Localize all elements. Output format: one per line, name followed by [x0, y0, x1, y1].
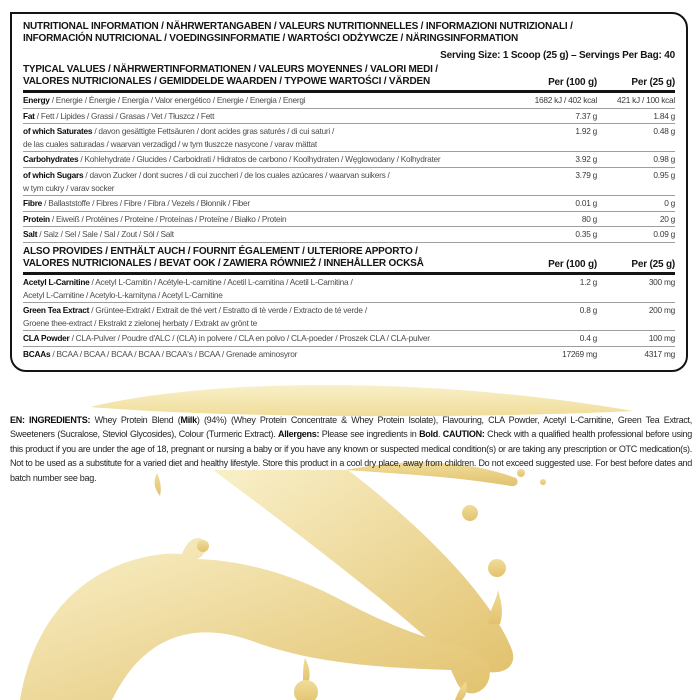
- ingredients-text: EN: INGREDIENTS: Whey Protein Blend (Milk) (94%) (Whey Protein Concentrate & Whey Protein Isolate), Flavouring, CLA Powder, Acetyl L-Carnitine, Green Tea Extract, Sweeteners (Sucralose, Steviol Glycosides), Colour (Turmeric Extract). Allergens: Please see ingredients in Bold. CAUTION: Check with a qualified health professional before using this product if you are under the age of 18, pregnant or nursing a baby or if you have any known or suspected medical condition(s) or are taking any prescription or OTC medication(s). Not to be used as a substitute for a varied diet and healthy lifestyle. Store this product in a cool dry place, away from children. Do not exceed suggested use. For best before dates and batch number see bag.: [10, 415, 692, 483]
- splash-droplet: [197, 540, 209, 552]
- nutrition-row: [23, 124, 675, 152]
- nutrition-row: [23, 212, 675, 228]
- splash-drip-stalk: [303, 658, 310, 683]
- column-header-per-25g: Per (25 g): [631, 77, 675, 88]
- nutrition-row: [23, 227, 675, 243]
- nutrient-name: of which Sugars / davon Zucker / dont sucres / di cui zuccheri / de los cuales azúcares / waarvan suikers / w tym cukry / varav socker: [23, 169, 390, 193]
- value-per-100g: 0.4 g: [579, 333, 597, 344]
- value-per-100g: 1682 kJ / 402 kcal: [534, 95, 597, 105]
- nutrient-name: BCAAs / BCAA / BCAA / BCAA / BCAA / BCAA's / BCAA / Grenade aminosyror: [23, 348, 298, 359]
- nutrient-name: of which Saturates / davon gesättigte Fettsäuren / dont acides gras saturés / di cui saturi / de las cuales saturadas / waarvan verzadigd / w tym tłuszcze nasycone / varav mättat: [23, 126, 335, 149]
- typical-values-header: [23, 64, 675, 88]
- column-header-per-25g: Per (25 g): [631, 258, 675, 270]
- value-per-100g: 0.35 g: [575, 229, 597, 240]
- serving-info: Serving Size: 1 Scoop (25 g) – Servings Per Bag: 40: [440, 50, 675, 61]
- nutrition-row: [23, 331, 675, 347]
- nutrient-name: Protein / Eiweiß / Protéines / Proteine / Proteínas / Proteïne / Białko / Protein: [23, 213, 287, 224]
- splash-crown-spike: [488, 590, 502, 624]
- nutrition-row: [23, 109, 675, 125]
- column-header-per-100g: Per (100 g): [548, 77, 597, 88]
- typical-values-title: [23, 64, 492, 88]
- value-per-100g: 1.92 g: [575, 126, 597, 137]
- value-per-25g: 0.09 g: [653, 229, 675, 240]
- nutrient-name: Energy / Energie / Énergie / Energia / Valor energético / Energie / Energia / Energi: [23, 95, 306, 105]
- value-per-25g: 0.95 g: [653, 169, 675, 180]
- nutrient-name: Carbohydrates / Kohlehydrate / Glucides / Carboidrati / Hidratos de carbono / Koolhydraten / Węglowodany / Kolhydrater: [23, 154, 441, 165]
- nutrient-name: Fat / Fett / Lipides / Grassi / Grasas / Vet / Tłuszcz / Fett: [23, 110, 215, 121]
- nutrition-row: [23, 347, 675, 362]
- nutrient-name: Acetyl L-Carnitine / Acetyl L-Carnitin / Acétyle-L-carnitine / Acetil L-carnitina / Acetil L-Carnitina / Acetyl L-Carnitine / Acetylo-L-karnityna / Acetyl L-Carnitine: [23, 276, 353, 300]
- label-title-line2: INFORMACIÓN NUTRICIONAL / VOEDINGSINFORMATIE / WARTOŚCI ODŻYWCZE / NÄRINGSINFORMATION: [23, 33, 519, 44]
- also-provides-title-line2: VALORES NUTRICIONALES / BEVAT OOK / ZAWIERA RÓWNIEŻ / INNEHÅLLER OCKSÅ: [23, 257, 424, 269]
- nutrition-row: [23, 196, 675, 212]
- value-per-100g: 80 g: [581, 213, 597, 224]
- nutrition-table: [10, 12, 688, 372]
- column-header-per-100g: Per (100 g): [548, 258, 597, 270]
- value-per-25g: 100 mg: [648, 333, 675, 344]
- nutrition-row: [23, 93, 675, 109]
- nutrient-name: Green Tea Extract / Grüntee-Extrakt / Extrait de thé vert / Estratto di tè verde / Extracto de té verde / Groene thee-extract / Ekstrakt z zielonej herbaty / Extrakt av grönt te: [23, 305, 367, 328]
- also-provides-title: [23, 246, 492, 270]
- label-title-line1: NUTRITIONAL INFORMATION / NÄHRWERTANGABEN / VALEURS NUTRITIONNELLES / INFORMAZIONI NUTRIZIONALI /: [23, 21, 573, 32]
- value-per-25g: 1.84 g: [653, 110, 675, 121]
- value-per-25g: 4317 mg: [644, 348, 675, 359]
- nutrient-name: CLA Powder / CLA-Pulver / Poudre d'ALC / (CLA) in polvere / CLA en polvo / CLA-poeder / Proszek CLA / CLA-pulver: [23, 333, 430, 344]
- value-per-25g: 20 g: [659, 213, 675, 224]
- value-per-100g: 17269 mg: [562, 348, 597, 359]
- splash-droplet: [294, 680, 318, 700]
- also-provides-header: [23, 246, 675, 270]
- also-provides-title-line1: ALSO PROVIDES / ENTHÄLT AUCH / FOURNIT ÉGALEMENT / ULTERIORE APPORTO /: [23, 245, 418, 257]
- typical-values-title-line1: TYPICAL VALUES / NÄHRWERTINFORMATIONEN / VALEURS MOYENNES / VALORI MEDI /: [23, 64, 438, 75]
- also-provides-rows: [23, 275, 675, 362]
- value-per-25g: 0.98 g: [653, 154, 675, 165]
- value-per-100g: 3.92 g: [575, 154, 597, 165]
- value-per-100g: 0.01 g: [575, 198, 597, 209]
- value-per-25g: 0.48 g: [653, 126, 675, 137]
- splash-droplet: [462, 505, 478, 521]
- value-per-25g: 421 kJ / 100 kcal: [616, 95, 675, 105]
- value-per-100g: 3.79 g: [575, 169, 597, 180]
- nutrition-row: [23, 168, 675, 196]
- nutrient-name: Fibre / Ballaststoffe / Fibres / Fibre / Fibra / Vezels / Błonnik / Fiber: [23, 198, 250, 209]
- value-per-25g: 300 mg: [648, 276, 675, 287]
- nutrition-row: [23, 152, 675, 168]
- value-per-100g: 1.2 g: [579, 276, 597, 287]
- value-per-100g: 7.37 g: [575, 110, 597, 121]
- nutrition-row: [23, 275, 675, 303]
- value-per-25g: 200 mg: [648, 305, 675, 316]
- splash-top-swoosh: [90, 385, 633, 416]
- nutrient-name: Salt / Salz / Sel / Sale / Sal / Zout / Sól / Salt: [23, 229, 174, 240]
- nutrition-row: [23, 303, 675, 331]
- splash-droplet: [488, 559, 506, 577]
- value-per-25g: 0 g: [664, 198, 675, 209]
- typical-values-title-line2: VALORES NUTRICIONALES / GEMIDDELDE WAARDEN / TYPOWE WARTOŚCI / VÄRDEN: [23, 76, 430, 87]
- value-per-100g: 0.8 g: [579, 305, 597, 316]
- typical-values-rows: [23, 93, 675, 243]
